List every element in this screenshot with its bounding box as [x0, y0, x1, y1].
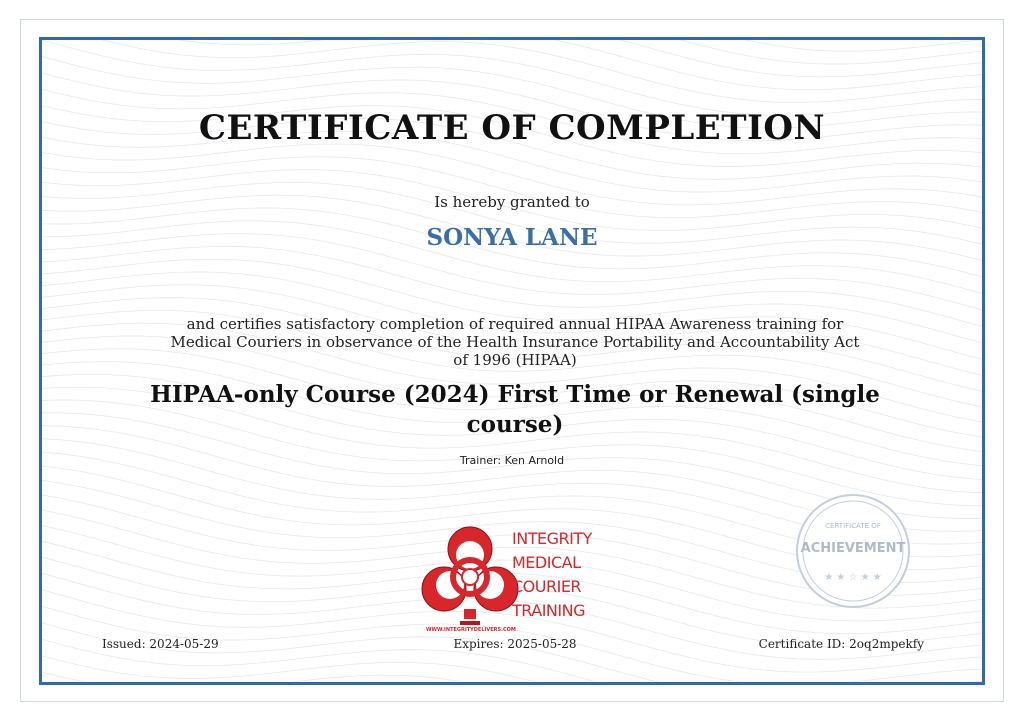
course-name: HIPAA-only Course (2024) First Time or Renewal (single course)	[150, 381, 880, 438]
expiry-date: Expires: 2025-05-28	[453, 637, 577, 651]
recipient-name: SONYA LANE	[426, 224, 598, 251]
issued-date: Issued: 2024-05-29	[102, 637, 219, 651]
logo-line: COURIER	[512, 577, 582, 596]
logo-line: INTEGRITY	[512, 529, 592, 548]
certificate-title: CERTIFICATE OF COMPLETION	[198, 108, 826, 148]
trainer-name: Trainer: Ken Arnold	[459, 454, 565, 467]
certificate-description: and certifies satisfactory completion of required annual HIPAA Awareness training for Medical Couriers in observance of the Health Insurance Portability and Accountability Act of 1996 (HIPAA)	[170, 315, 860, 369]
logo-url: WWW.INTEGRITYDELIVERS.COM	[426, 627, 516, 633]
logo-line: MEDICAL	[512, 553, 581, 572]
company-logo	[420, 523, 610, 641]
achievement-seal	[794, 492, 912, 610]
seal-main-text: ACHIEVEMENT	[800, 541, 906, 556]
logo-text	[512, 527, 592, 623]
certificate-frame	[39, 37, 985, 685]
biohazard-icon	[420, 523, 520, 629]
certificate-id: Certificate ID: 2oq2mpekfy	[758, 637, 924, 651]
logo-line: TRAINING	[512, 601, 585, 620]
seal-stars: ★ ★ ☆ ★ ★	[824, 572, 882, 583]
seal-top-text: CERTIFICATE OF	[825, 522, 881, 530]
granted-text: Is hereby granted to	[434, 193, 590, 211]
